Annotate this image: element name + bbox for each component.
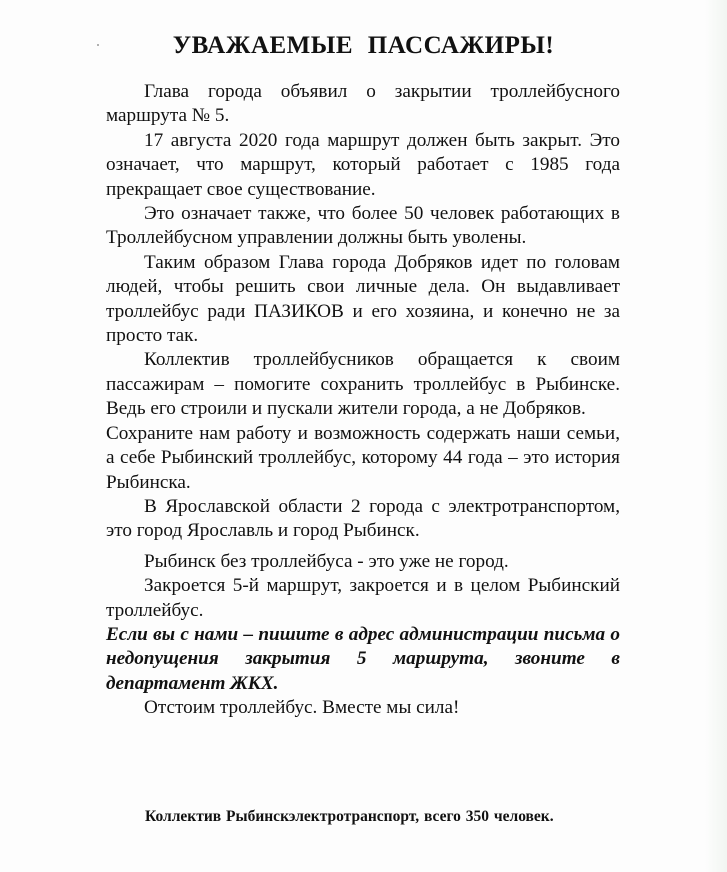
paragraph-region: В Ярославской области 2 города с электротранспортом, это город Ярославль и город Рыбинск. [106,495,620,542]
leaflet-body [106,80,620,721]
paragraph-appeal: Коллектив троллейбусников обращается к своим пассажирам – помогите сохранить троллейбус в Рыбинске. Ведь его строили и пускали жители города, а не Добряков. [106,349,620,420]
page-title: УВАЖАЕМЫЕ ПАССАЖИРЫ! [172,32,555,59]
paragraph-closure-date: 17 августа 2020 года маршрут должен быть закрыт. Это означает, что маршрут, который работает с 1985 года прекращает свое существование. [106,129,620,200]
paragraph-not-a-city: Рыбинск без троллейбуса - это уже не город. [144,550,509,572]
paragraph-mayor: Таким образом Глава города Добряков идет по головам людей, чтобы решить свои личные дела. Он выдавливает троллейбус ради ПАЗИКОВ и его хозяина, и конечно не за просто так. [106,251,620,347]
paragraph-save-jobs: Сохраните нам работу и возможность содержать наши семьи, а себе Рыбинский троллейбус, которому 44 года – это история Рыбинска. [106,422,620,493]
scan-edge-shadow [705,0,727,872]
paragraph-route-5: Закроется 5-й маршрут, закроется и в целом Рыбинский троллейбус. [106,575,620,621]
paragraph-slogan: Отстоим троллейбус. Вместе мы сила! [144,697,460,719]
paragraph-route-closure: Глава города объявил о закрытии троллейбусного маршрута № 5. [106,81,620,127]
paragraph-call-to-action: Если вы с нами – пишите в адрес администрации письма о недопущения закрытия 5 маршрута, звоните в департамент ЖКХ. [106,623,620,694]
signature-footer: Коллектив Рыбинскэлектротранспорт, всего 350 человек. [145,808,554,825]
paragraph-layoffs: Это означает также, что более 50 человек работающих в Троллейбусном управлении должны быть уволены. [106,203,620,249]
